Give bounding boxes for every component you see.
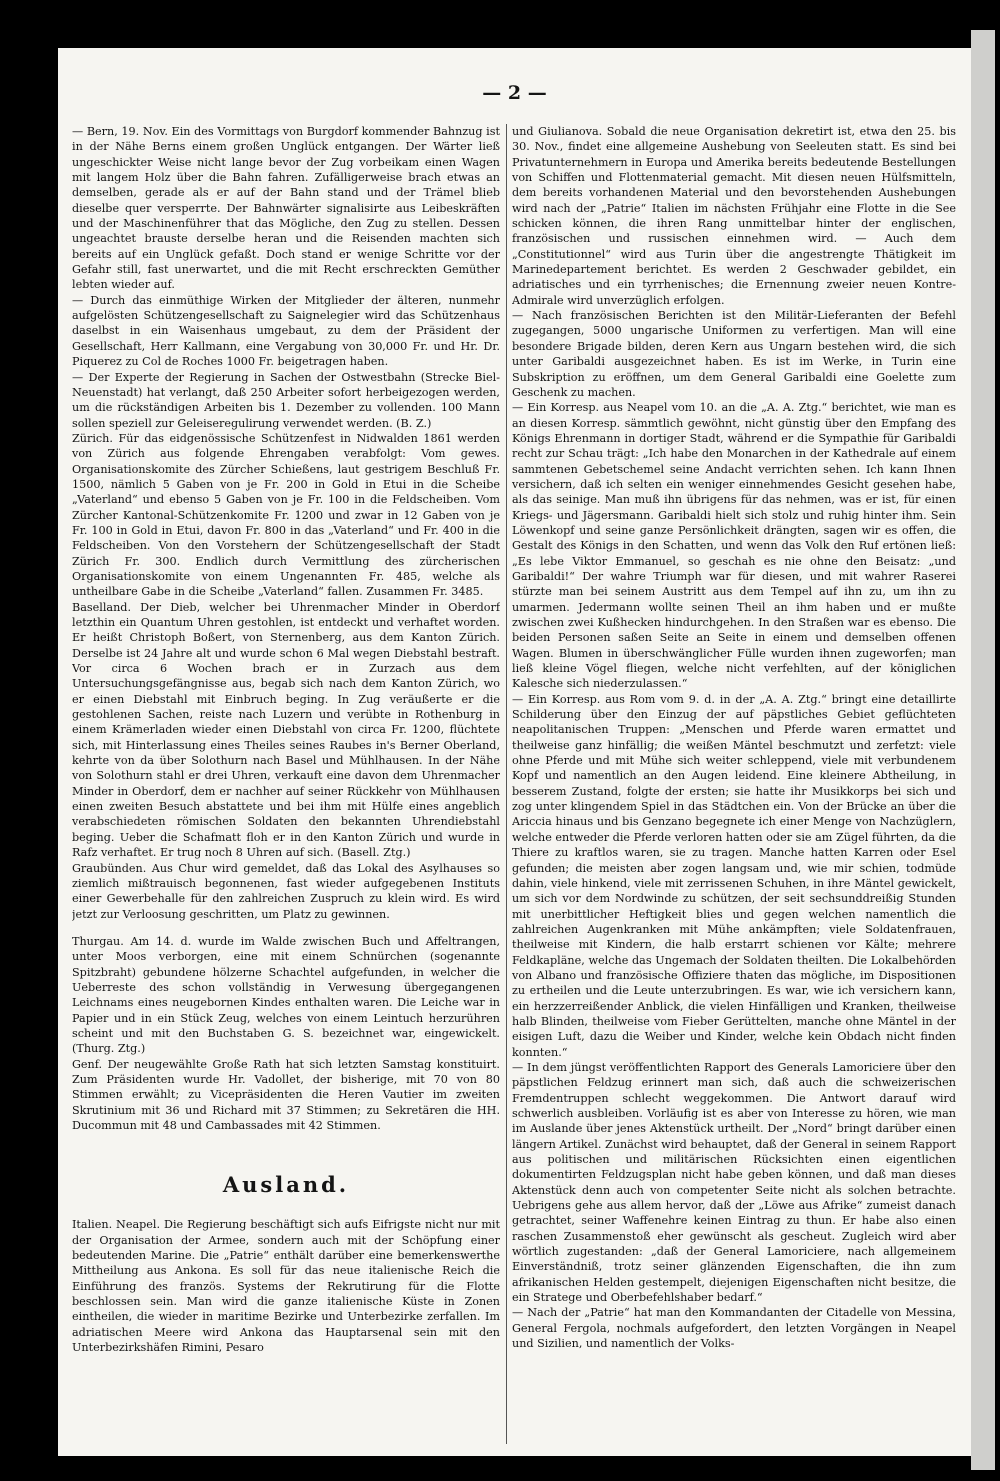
article-thurgau: Thurgau. Am 14. d. wurde im Walde zwischen Buch und Affeltrangen, unter Moos verborgen, eine mit einem Schnürchen (sogenannte Spitzbraht) gebundene hölzerne Schachtel aufgefunden, in welcher die Ueberreste des schon vollständig in Verwesung übergegangenen Leichnams eines neugebornen Kindes enthalten waren. Die Leiche war in Papier und in ein Stück Zeug, welches von einem Leintuch herzurühren scheint und mit den Buchstaben G. S. bezeichnet war, eingewickelt. (Thurg. Ztg.) [72,934,500,1056]
article-korresp-rom: — Ein Korresp. aus Rom vom 9. d. in der „A. A. Ztg.“ bringt eine detaillirte Schilderung über den Einzug der auf päpstliches Gebiet geflüchteten neapolitanischen Truppen: „Menschen und Pferde waren ermattet und theilweise ganz hinfällig; die weißen Mäntel beschmutzt und zerfetzt: viele ohne Pferde und mit Mühe sich weiter schleppend, viele mit verbundenem Kopf und namentlich an den Augen leidend. Eine kleinere Abtheilung, in besserem Zustand, folgte der ersten; sie hatte ihr Musikkorps bei sich und zog unter klingendem Spiel in das Städtchen ein. Von der Brücke an über die Ariccia hinaus und bis Genzano begegnete ich einer Menge von Nachzüglern, welche entweder die Pferde verloren hatten oder sie am Zügel führten, da die Thiere zu kraftlos waren, sie zu tragen. Manche hatten Karren oder Esel gefunden; die meisten aber zogen langsam und, wie mir schien, todmüde dahin, viele hinkend, viele mit zerrissenen Schuhen, in ihre Mäntel gewickelt, um sich vor dem Nordwinde zu schützen, der seit sechsunddreißig Stunden mit unerbittlicher Heftigkeit blies und gegen welchen namentlich die zahlreichen Augenkranken mit Mühe ankämpften; viele Soldatenfrauen, theilweise mit Kindern, die halb erstarrt schienen vor Kälte; mehrere Feldkapläne, welche das Ungemach der Soldaten theilten. Die Lokalbehörden von Albano und französische Offiziere thaten das mögliche, im Dispositionen zu ertheilen und die Leute unterzubringen. Es war, wie ich versichern kann, ein herzzerreißender Anblick, die vielen Hinfälligen und Kranken, theilweise halb Blinden, theilweise vom Fieber Gerüttelten, manche ohne Mäntel in der eisigen Luft, dazu die Weiber und Kinder, welche kein Obdach nicht finden konnten.“ [512,692,956,1059]
article-ostwestbahn: — Der Experte der Regierung in Sachen der Ostwestbahn (Strecke Biel-Neuenstadt) hat verlangt, daß 250 Arbeiter sofort herbeigezogen werden, um die rückständigen Arbeiten bis 1. Dezember zu vollenden. 100 Mann sollen speziell zur Geleiseregulirung verwendet werden. (B. Z.) [72,370,500,430]
article-graubuenden: Graubünden. Aus Chur wird gemeldet, daß das Lokal des Asylhauses so ziemlich mißtrauisch begonnenen, fast wieder aufgegebenen Instituts einer Gewerbehalle für den zahlreichen Zuspruch zu klein wird. Es wird jetzt zur Verloosung geschritten, um Platz zu gewinnen. [72,861,500,921]
newspaper-page [58,48,971,1456]
article-italien-neapel: Italien. Neapel. Die Regierung beschäftigt sich aufs Eifrigste nicht nur mit der Organisation der Armee, sondern auch mit der Schöpfung einer bedeutenden Marine. Die „Patrie“ enthält darüber eine bemerkenswerthe Mittheilung aus Ankona. Es soll für das neue italienische Reich die Einführung des französ. Systems der Rekrutirung für die Flotte beschlossen sein. Man wird die ganze italienische Küste in Zonen eintheilen, die wieder in maritime Bezirke und Unterbezirke zerfallen. Im adriatischen Meere wird Ankona das Hauptarsenal sein mit den Unterbezirkshäfen Rimini, Pesaro [72,1218,500,1355]
page-number: — 2 — [482,82,547,104]
right-column [512,124,956,1444]
page-edge-shadow [971,30,995,1470]
article-bern-train: — Bern, 19. Nov. Ein des Vormittags von Burgdorf kommender Bahnzug ist in der Nähe Berns einem großen Unglück entgangen. Der Wärter ließ ungeschickter Weise nicht lange bevor der Zug vorbeikam einen Wagen mit langem Holz über die Bahn fahren. Zufälligerweise brach etwas an demselben, gerade als er auf der Bahn stand und der Trämel blieb dieselbe quer versperrte. Der Bahnwärter signalisirte aus Leibeskräften und der Maschinenführer that das Mögliche, den Zug zu stellen. Dessen ungeachtet brauste derselbe heran und die Reisenden machten sich bereits auf ein Unglück gefaßt. Doch stand er wenige Schritte vor der Gefahr still, fast unerwartet, und die mit Recht erschreckten Gemüther lebten wieder auf. [72,125,500,292]
article-zuerich-schuetzenfest: Zürich. Für das eidgenössische Schützenfest in Nidwalden 1861 werden von Zürich aus folgende Ehrengaben verabfolgt: Vom gewes. Organisationskomite des Zürcher Schießens, laut gestrigem Beschluß Fr. 1500, nämlich 5 Gaben von je Fr. 200 in Gold in Etui in die Scheibe „Vaterland“ und ebenso 5 Gaben von je Fr. 100 in die Feldscheiben. Vom Zürcher Kantonal-Schützenkomite Fr. 1200 und zwar in 12 Gaben von je Fr. 100 in Gold in Etui, davon Fr. 800 in das „Vaterland“ und Fr. 400 in die Feldscheiben. Von den Vorstehern der Schützengesellschaft der Stadt Zürich Fr. 300. Endlich durch Vermittlung des zürcherischen Organisationskomite von einem Ungenannten Fr. 485, welche als untheilbare Gabe in die Scheibe „Vaterland“ fallen. Zusammen Fr. 3485. [72,431,500,599]
article-baselland-dieb: Baselland. Der Dieb, welcher bei Uhrenmacher Minder in Oberdorf letzthin ein Quantum Uhren gestohlen, ist entdeckt und verhaftet worden. Er heißt Christoph Boßert, von Sternenberg, aus dem Kanton Zürich. Derselbe ist 24 Jahre alt und wurde schon 6 Mal wegen Diebstahl bestraft. Vor circa 6 Wochen brach er in Zurzach aus dem Untersuchungsgefängnisse aus, begab sich nach dem Kanton Zürich, wo er einen Diebstahl mit Einbruch beging. In Zug veräußerte er die gestohlenen Sachen, reiste nach Luzern und verübte in Rothenburg in einem Krämerladen wieder einen Diebstahl von circa Fr. 1200, flüchtete sich, mit Hinterlassung eines Theiles seines Raubes in's Berner Oberland, kehrte von da über Solothurn nach Basel und Mühlhausen. In der Nähe von Solothurn stahl er drei Uhren, verkauft eine davon dem Uhrenmacher Minder in Oberdorf, dem er nachher auf seiner Rückkehr von Mühlhausen einen zweiten Besuch abstattete und bei ihm mit Hülfe eines angeblich verabschiedeten römischen Soldaten den bekannten Uhrendiebstahl beging. Ueber die Schafmatt floh er in den Kanton Zürich und wurde in Rafz verhaftet. Er trug noch 8 Uhren auf sich. (Basell. Ztg.) [72,600,500,860]
left-column [72,124,500,1444]
article-lamoriciere: — In dem jüngst veröffentlichten Rapport des Generals Lamoriciere über den päpstlichen Feldzug erinnert man sich, daß auch die schweizerischen Fremdentruppen schlecht weggekommen. Die Antwort darauf wird schwerlich ausbleiben. Vorläufig ist es aber von Interesse zu hören, wie man im Auslande über jenes Aktenstück urtheilt. Der „Nord“ bringt darüber einen längern Artikel. Zunächst wird behauptet, daß der General in seinem Rapport aus politischen und militärischen Rücksichten einen eigentlichen dokumentirten Feldzugsplan nicht habe geben können, und daß man dieses Aktenstück denn auch von competenter Seite nicht als solchen betrachte. Uebrigens gehe aus allem hervor, daß der „Löwe aus Afrike“ zumeist danach getrachtet, seiner Waffenehre keinen Eintrag zu thun. Er habe also einen raschen Zusammenstoß eher gewünscht als gescheut. Zugleich wird aber wörtlich zugestanden: „daß der General Lamoriciere, nach allgemeinem Einverständniß, trotz seiner glänzenden Eigenschaften, die ihn zum afrikanischen Helden gestempelt, diejenigen Eigenschaften nicht besitze, die ein Stratege und Oberbefehlshaber bedarf.“ [512,1060,956,1305]
article-ungarische-brigade: — Nach französischen Berichten ist den Militär-Lieferanten der Befehl zugegangen, 5000 ungarische Uniformen zu verfertigen. Man will eine besondere Brigade bilden, deren Kern aus Ungarn bestehen wird, die sich unter Garibaldi ausgezeichnet haben. Es ist im Werke, in Turin eine Subskription zu eröffnen, um dem General Garibaldi eine Goelette zum Geschenk zu machen. [512,309,956,399]
article-korresp-neapel: — Ein Korresp. aus Neapel vom 10. an die „A. A. Ztg.“ berichtet, wie man es an diesen Korresp. sämmtlich gewöhnt, nicht günstig über den Empfang des Königs Ehrenmann in dortiger Stadt, während er die Sympathie für Garibaldi recht zur Schau trägt: „Ich habe den Monarchen in der Kathedrale auf einem sammtenen Gebetschemel seine Andacht verrichten sehen. Ich kann Ihnen versichern, daß ich selten ein weniger einnehmendes Gesicht gesehen habe, als das seinige. Man muß ihn übrigens für das nehmen, was er ist, für einen Kriegs- und Jägersmann. Garibaldi hielt sich stolz und ruhig hinter ihm. Sein Löwenkopf und seine ganze Persönlichkeit drängten, sagen wir es offen, die Gestalt des Königs in den Schatten, und wenn das Volk den Ruf ertönen ließ: „Es lebe Viktor Emmanuel, so geschah es nie ohne den Beisatz: „und Garibaldi!“ Der wahre Triumph war für diesen, und mit wahrer Raserei stürzte man bei seinem Austritt aus dem Tempel auf ihn zu, um ihn zu umarmen. Jedermann wollte seinen Theil an ihm haben und er mußte zwischen zwei Kußhecken hindurchgehen. In den Straßen war es ebenso. Die beiden Personen saßen Seite an Seite in einem und demselben offenen Wagen. Blumen in überschwänglicher Fülle wurden ihnen zugeworfen; man ließ kleine Vögel fliegen, welche nicht verfehlten, auf der königlichen Kalesche sich niederzulassen.“ [512,401,956,691]
article-italien-flotte: und Giulianova. Sobald die neue Organisation dekretirt ist, etwa den 25. bis 30. Nov., findet eine allgemeine Aushebung von Seeleuten statt. Es sind bei Privatunternehmern in Europa und Amerika bereits bedeutende Bestellungen von Schiffen und Flottenmaterial gemacht. Mit diesen neuen Hülfsmitteln, dem bereits vorhandenen Material und den bevorstehenden Aushebungen wird nach der „Patrie“ Italien im nächsten Frühjahr eine Flotte in die See schicken können, die ihren Rang unmittelbar hinter der englischen, französischen und russischen einnehmen wird. — Auch dem „Constitutionnel“ wird aus Turin über die angestrengte Thätigkeit im Marinedepartement berichtet. Es werden 2 Geschwader gebildet, ein adriatisches und ein tyrrhenisches; die Ernennung zweier neuen Kontre-Admirale wird unverzüglich erfolgen. [512,125,956,307]
section-title-ausland: Ausland. [222,1172,350,1198]
article-saignelegier: — Durch das einmüthige Wirken der Mitglieder der älteren, nunmehr aufgelösten Schützengesellschaft zu Saignelegier wird das Schützenhaus daselbst in ein Waisenhaus umgebaut, zu dem der Präsident der Gesellschaft, Herr Kallmann, eine Vergabung von 30,000 Fr. und Hr. Dr. Piquerez zu Col de Roches 1000 Fr. beigetragen haben. [72,293,500,369]
column-divider [506,124,507,1444]
article-messina: — Nach der „Patrie“ hat man den Kommandanten der Citadelle von Messina, General Fergola, nochmals aufgefordert, den letzten Vorgängen in Neapel und Sizilien, und namentlich der Volks- [512,1306,956,1351]
article-genf: Genf. Der neugewählte Große Rath hat sich letzten Samstag konstituirt. Zum Präsidenten wurde Hr. Vadollet, der bisherige, mit 70 von 80 Stimmen erwählt; zu Vicepräsidenten die Heren Vautier im zweiten Skrutinium mit 36 und Richard mit 37 Stimmen; zu Sekretären die HH. Ducommun mit 48 und Cambassades mit 42 Stimmen. [72,1057,500,1132]
